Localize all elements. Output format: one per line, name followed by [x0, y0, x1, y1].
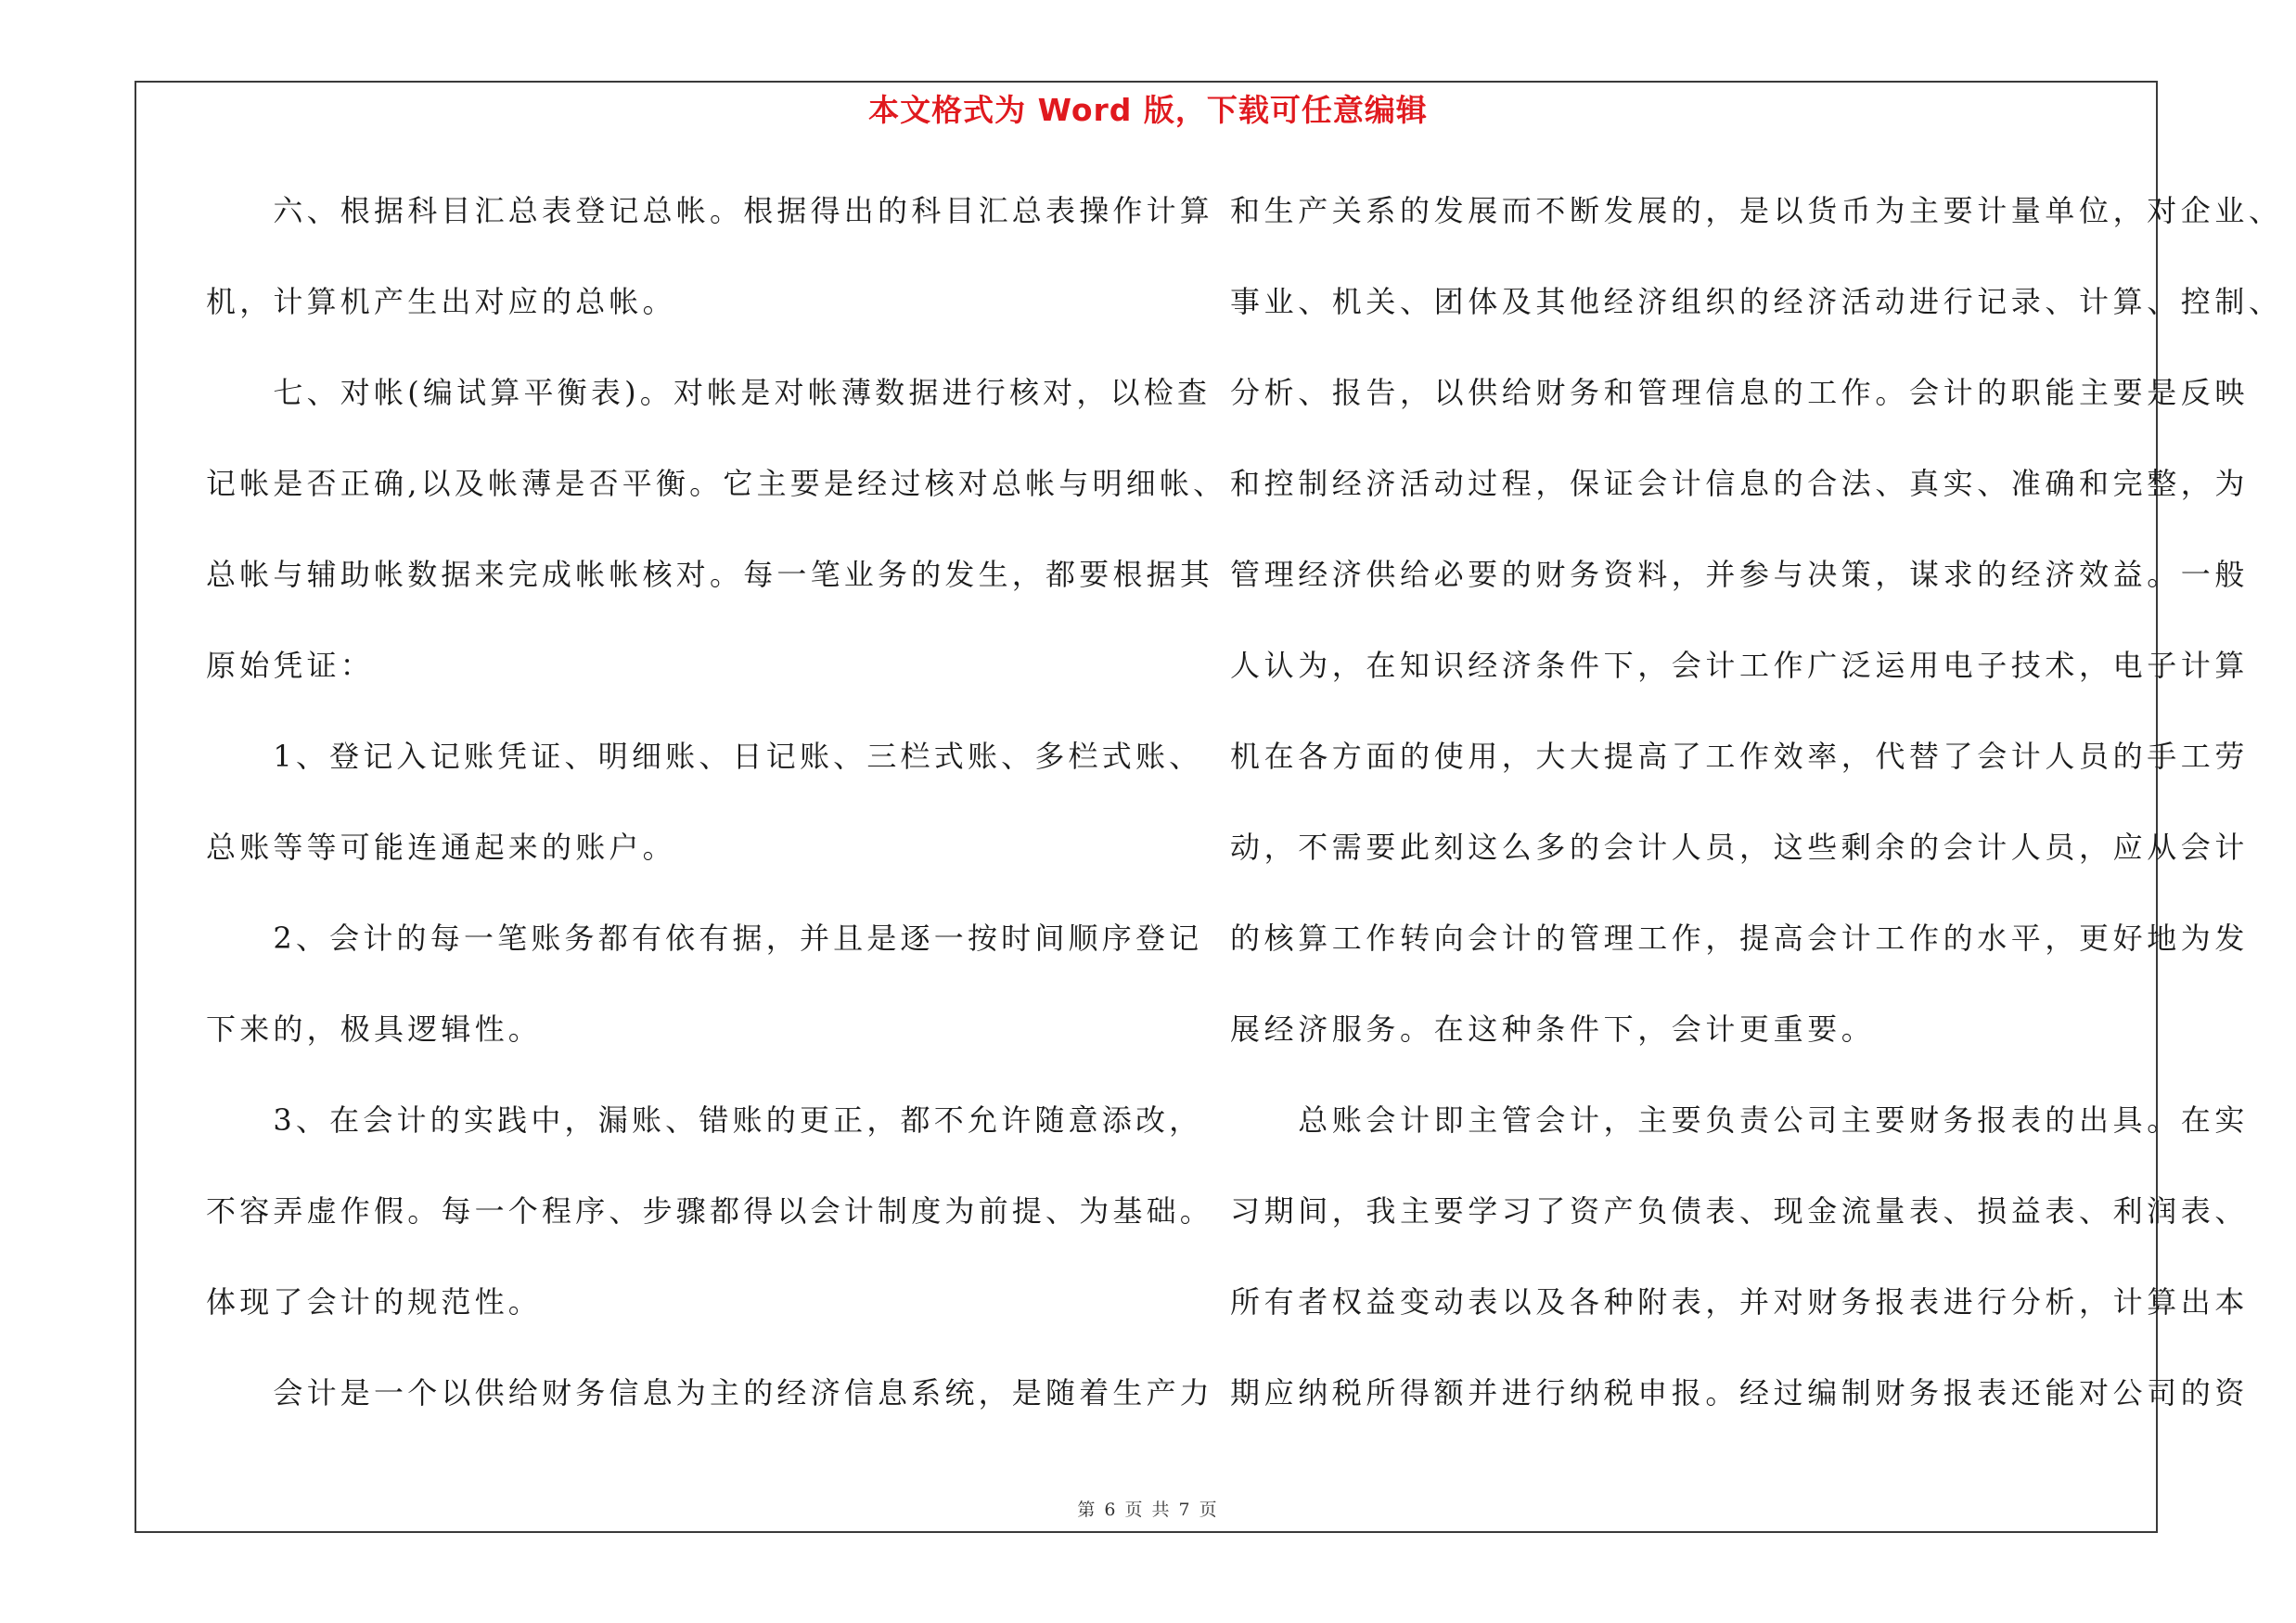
text-line: 总账等等可能连通起来的账户。	[206, 830, 676, 865]
text-line: 和控制经济活动过程，保证会计信息的合法、真实、准确和完整，为	[1230, 466, 2250, 501]
page-number: 第 6 页 共 7 页	[1077, 1500, 1219, 1520]
text-line: 记帐是否正确,以及帐薄是否平衡。它主要是经过核对总帐与明细帐、	[206, 466, 1227, 501]
text-line: 体现了会计的规范性。	[206, 1284, 543, 1320]
text-line: 总帐与辅助帐数据来完成帐帐核对。每一笔业务的发生，都要根据其	[206, 557, 1214, 592]
text-line: 机在各方面的使用，大大提高了工作效率，代替了会计人员的手工劳	[1230, 739, 2250, 774]
text-line: 所有者权益变动表以及各种附表，并对财务报表进行分析，计算出本	[1230, 1284, 2250, 1320]
text-line: 3、在会计的实践中，漏账、错账的更正，都不允许随意添改，	[206, 1102, 1203, 1138]
text-line: 展经济服务。在这种条件下，会计更重要。	[1230, 1011, 1876, 1047]
text-line: 下来的，极具逻辑性。	[206, 1011, 543, 1047]
text-line: 管理经济供给必要的财务资料，并参与决策，谋求的经济效益。一般	[1230, 557, 2250, 592]
text-line: 六、根据科目汇总表登记总帐。根据得出的科目汇总表操作计算	[206, 193, 1214, 228]
text-line: 总账会计即主管会计，主要负责公司主要财务报表的出具。在实	[1230, 1102, 2250, 1138]
text-line: 和生产关系的发展而不断发展的，是以货币为主要计量单位，对企业、	[1230, 193, 2283, 228]
text-line: 会计是一个以供给财务信息为主的经济信息系统，是随着生产力	[206, 1375, 1214, 1410]
right-text-column	[1230, 182, 2283, 1455]
text-line: 事业、机关、团体及其他经济组织的经济活动进行记录、计算、控制、	[1230, 284, 2283, 319]
format-banner: 本文格式为 Word 版，下载可任意编辑	[868, 92, 1428, 128]
text-line: 期应纳税所得额并进行纳税申报。经过编制财务报表还能对公司的资	[1230, 1375, 2250, 1410]
text-line: 2、会计的每一笔账务都有依有据，并且是逐一按时间顺序登记	[206, 921, 1203, 956]
text-line: 原始凭证：	[206, 648, 375, 683]
text-line: 的核算工作转向会计的管理工作，提高会计工作的水平，更好地为发	[1230, 921, 2250, 956]
text-line: 不容弄虚作假。每一个程序、步骤都得以会计制度为前提、为基础。	[206, 1193, 1214, 1229]
text-line: 分析、报告，以供给财务和管理信息的工作。会计的职能主要是反映	[1230, 375, 2250, 410]
text-line: 七、对帐(编试算平衡表)。对帐是对帐薄数据进行核对，以检查	[206, 375, 1212, 410]
left-text-column	[206, 182, 1227, 1455]
text-line: 机，计算机产生出对应的总帐。	[206, 284, 676, 319]
text-line: 1、登记入记账凭证、明细账、日记账、三栏式账、多栏式账、	[206, 739, 1203, 774]
text-line: 习期间，我主要学习了资产负债表、现金流量表、损益表、利润表、	[1230, 1193, 2250, 1229]
text-line: 动，不需要此刻这么多的会计人员，这些剩余的会计人员，应从会计	[1230, 830, 2250, 865]
text-line: 人认为，在知识经济条件下，会计工作广泛运用电子技术，电子计算	[1230, 648, 2250, 683]
